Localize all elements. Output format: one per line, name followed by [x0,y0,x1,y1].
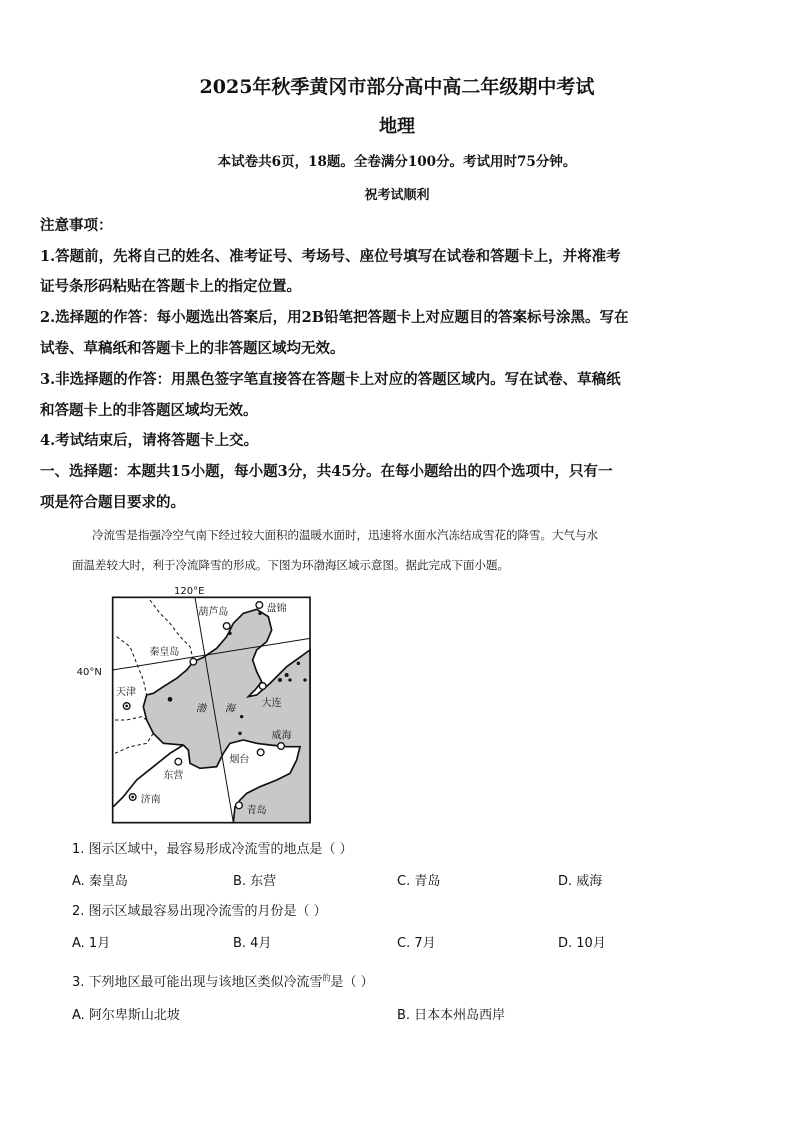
option-1b: B. 东营 [233,874,277,889]
passage-line: 冷流雪是指强冷空气南下经过较大面积的温暖水面时，迅速将水面水汽冻结成雪花的降雪。大气与水 [92,528,598,542]
sea-label: 渤 [196,703,206,715]
exam-title: 2025年秋季黄冈市部分高中高二年级期中考试 [199,76,595,98]
option-1c: C. 青岛 [397,874,441,889]
question-2: 2. 图示区域最容易出现冷流雪的月份是（ ） [72,904,327,919]
question-3-stem-end: 是（ ） [330,975,374,990]
subject-title: 地理 [379,116,415,137]
city-label: 东营 [163,770,184,782]
note-line: 3.非选择题的作答：用黑色签字笔直接答在答题卡上对应的答题区域内。写在试卷、草稿纸 [40,371,621,388]
note-line: 4.考试结束后，请将答题卡上交。 [40,432,259,449]
section-heading: 项是符合题目要求的。 [40,494,185,511]
sea-label: 海 [225,703,235,715]
option-3a: A. 阿尔卑斯山北坡 [72,1008,180,1023]
question-1: 1. 图示区域中，最容易形成冷流雪的地点是（ ） [72,842,353,857]
option-3b: B. 日本本州岛西岸 [397,1008,506,1023]
city-label: 大连 [261,698,282,709]
city-label: 秦皇岛 [149,647,180,658]
city-label: 葫芦岛 [198,607,229,618]
section-heading: 一、选择题：本题共15小题，每小题3分，共45分。在每小题给出的四个选项中，只有一 [40,463,613,480]
meridian-label: 120°E [174,586,205,597]
option-1a: A. 秦皇岛 [72,874,128,889]
question-3 [72,971,374,990]
option-2c: C. 7月 [397,936,436,951]
city-label: 天津 [116,687,136,698]
exam-wish: 祝考试顺利 [364,188,430,203]
question-3-stem: 3. 下列地区最可能出现与该地区类似冷流雪 [72,975,323,990]
note-line: 和答题卡上的非答题区域均无效。 [40,402,258,419]
passage-line: 面温差较大时，利于冷流降雪的形成。下图为环渤海区域示意图。据此完成下面小题。 [72,558,509,572]
option-1d: D. 威海 [558,874,603,889]
note-line: 2.选择题的作答：每小题选出答案后，用2B铅笔把答题卡上对应题目的答案标号涂黑。写在 [40,309,629,326]
city-label: 烟台 [229,754,250,766]
bohai-map [70,580,330,830]
option-2b: B. 4月 [233,936,272,951]
city-label: 盘锦 [266,603,287,615]
question-3-stem-sup: 的 [322,973,331,983]
city-label: 青岛 [246,805,267,817]
note-line: 试卷、草稿纸和答题卡上的非答题区域均无效。 [40,340,345,357]
option-2a: A. 1月 [72,936,111,951]
note-line: 1.答题前，先将自己的姓名、准考证号、考场号、座位号填写在试卷和答题卡上，并将准考 [40,248,621,265]
city-label: 济南 [140,794,161,806]
note-line: 证号条形码粘贴在答题卡上的指定位置。 [40,278,301,295]
exam-info: 本试卷共6页，18题。全卷满分100分。考试用时75分钟。 [217,154,577,170]
option-2d: D. 10月 [558,936,606,951]
notes-heading: 注意事项： [40,217,113,234]
parallel-label: 40°N [76,667,102,678]
city-label: 威海 [271,730,292,742]
